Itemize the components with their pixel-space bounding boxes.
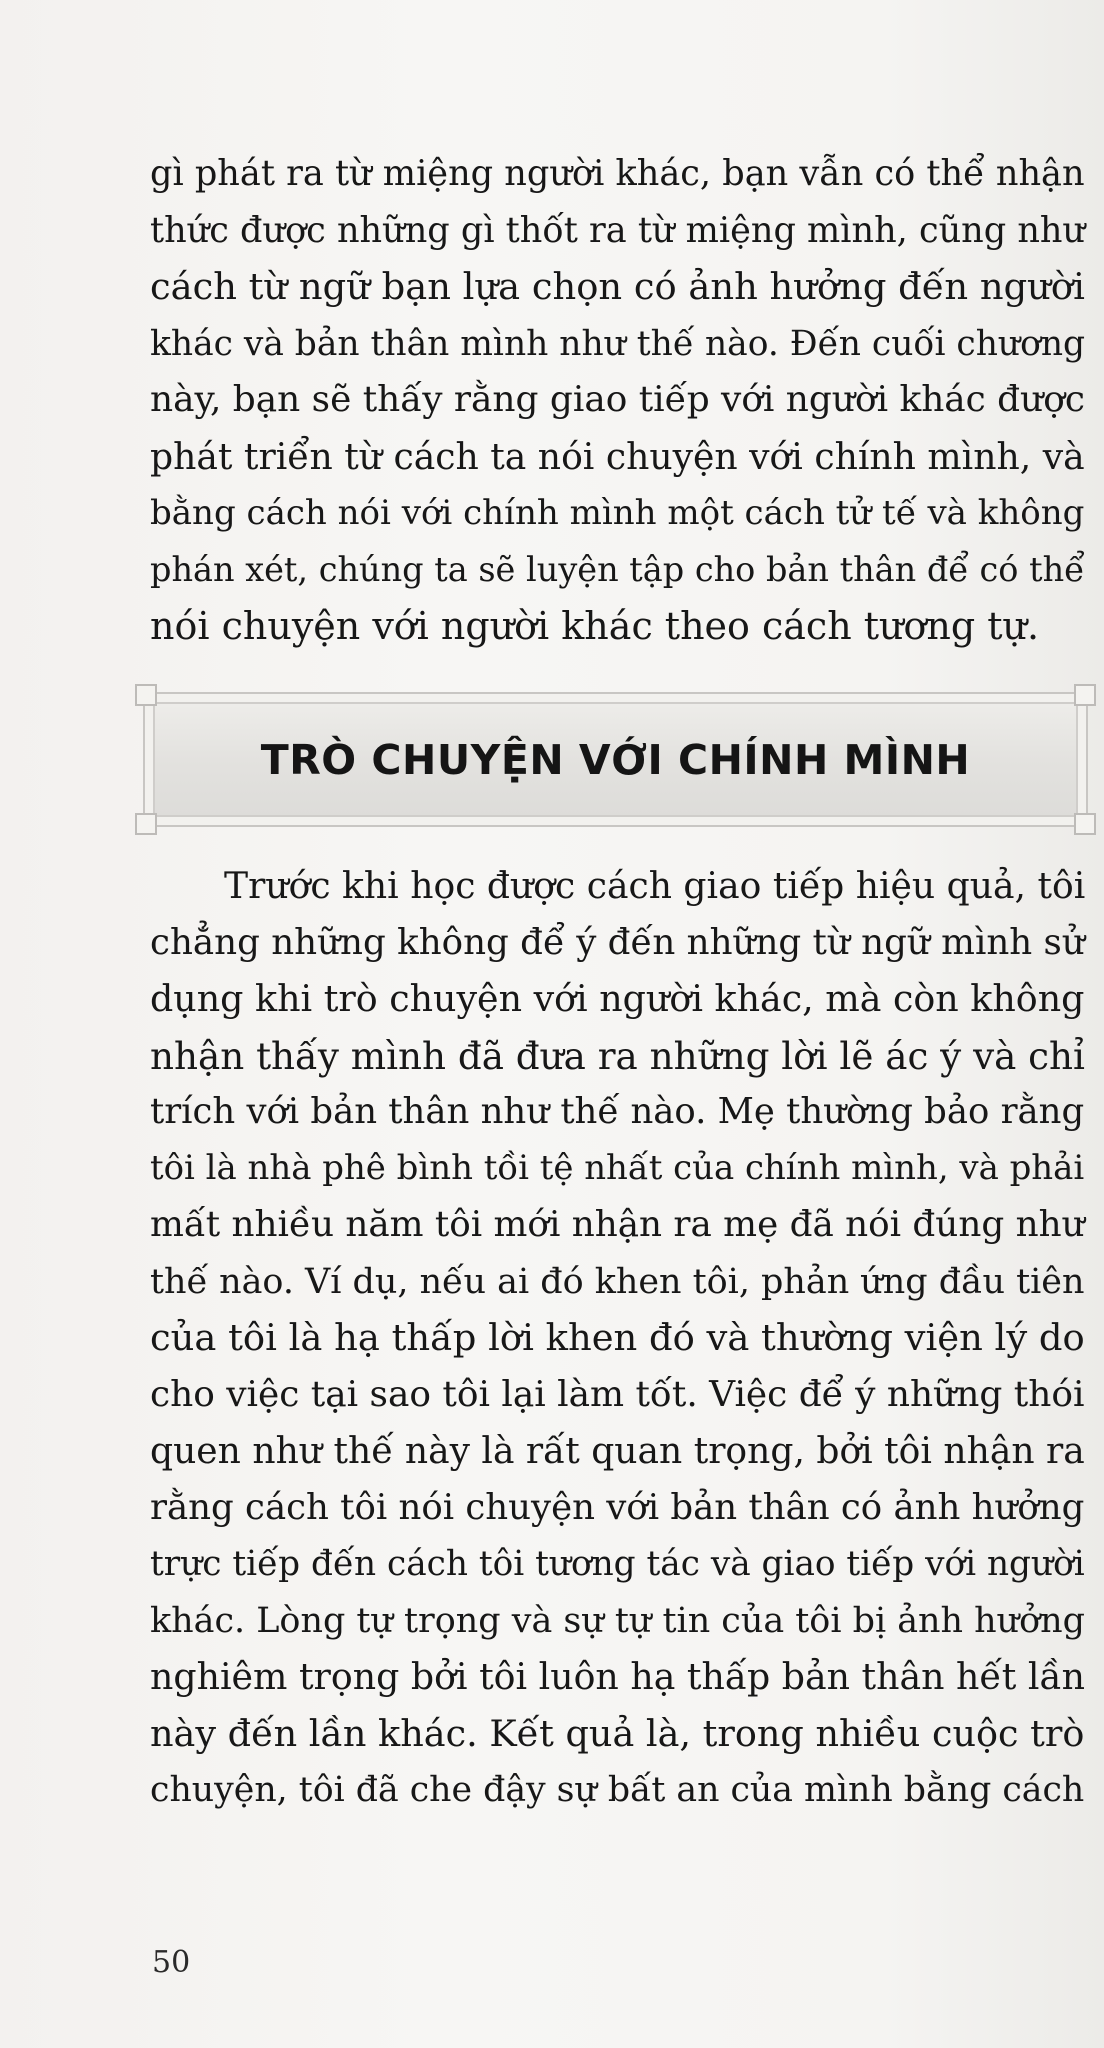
text-line: rằng cách tôi nói chuyện với bản thân có ảnh hưởng — [150, 1486, 1085, 1528]
intro-paragraph — [150, 146, 1085, 655]
text-line: của tôi là hạ thấp lời khen đó và thường viện lý do — [150, 1316, 1085, 1359]
text-line: khác và bản thân mình như thế nào. Đến cuối chương — [150, 323, 1086, 364]
text-line: nhận thấy mình đã đưa ra những lời lẽ ác ý và chỉ — [150, 1033, 1085, 1078]
section-paragraph — [150, 858, 1085, 1819]
text-line: chuyện, tôi đã che đậy sự bất an của mình bằng cách — [150, 1770, 1085, 1810]
section-heading: TRÒ CHUYỆN VỚI CHÍNH MÌNH — [260, 735, 971, 784]
text-line: phán xét, chúng ta sẽ luyện tập cho bản thân để có thể — [150, 549, 1085, 589]
text-line: trích với bản thân như thế nào. Mẹ thường bảo rằng — [150, 1091, 1085, 1132]
text-line: này đến lần khác. Kết quả là, trong nhiều cuộc trò — [150, 1711, 1085, 1755]
text-line: cách từ ngữ bạn lựa chọn có ảnh hưởng đến người — [150, 265, 1085, 308]
text-line-first: Trước khi học được cách giao tiếp hiệu quả, tôi — [224, 864, 1086, 907]
text-line: nghiêm trọng bởi tôi luôn hạ thấp bản thân hết lần — [150, 1655, 1086, 1698]
text-line: bằng cách nói với chính mình một cách tử tế và không — [150, 493, 1085, 533]
text-line: thế nào. Ví dụ, nếu ai đó khen tôi, phản ứng đầu tiên — [150, 1261, 1085, 1302]
text-line: trực tiếp đến cách tôi tương tác và giao tiếp với người — [150, 1544, 1085, 1584]
text-line: khác. Lòng tự trọng và sự tự tin của tôi bị ảnh hưởng — [150, 1600, 1085, 1641]
page-number: 50 — [152, 1945, 191, 1980]
text-line: chẳng những không để ý đến những từ ngữ mình sử — [150, 921, 1085, 963]
text-line: quen như thế này là rất quan trọng, bởi tôi nhận ra — [150, 1430, 1085, 1472]
text-line: thức được những gì thốt ra từ miệng mình, cũng như — [150, 209, 1086, 251]
text-line: phát triển từ cách ta nói chuyện với chính mình, và — [150, 434, 1085, 478]
text-line: gì phát ra từ miệng người khác, bạn vẫn có thể nhận — [150, 153, 1085, 194]
section-heading-frame — [143, 692, 1088, 827]
text-line: tôi là nhà phê bình tồi tệ nhất của chính mình, và phải — [150, 1148, 1085, 1188]
text-line: nói chuyện với người khác theo cách tương tự. — [150, 604, 1040, 648]
text-line: cho việc tại sao tôi lại làm tốt. Việc để ý những thói — [150, 1373, 1085, 1415]
text-line: này, bạn sẽ thấy rằng giao tiếp với người khác được — [150, 379, 1085, 420]
text-line: mất nhiều năm tôi mới nhận ra mẹ đã nói đúng như — [150, 1204, 1085, 1245]
text-line: dụng khi trò chuyện với người khác, mà còn không — [150, 977, 1085, 1020]
